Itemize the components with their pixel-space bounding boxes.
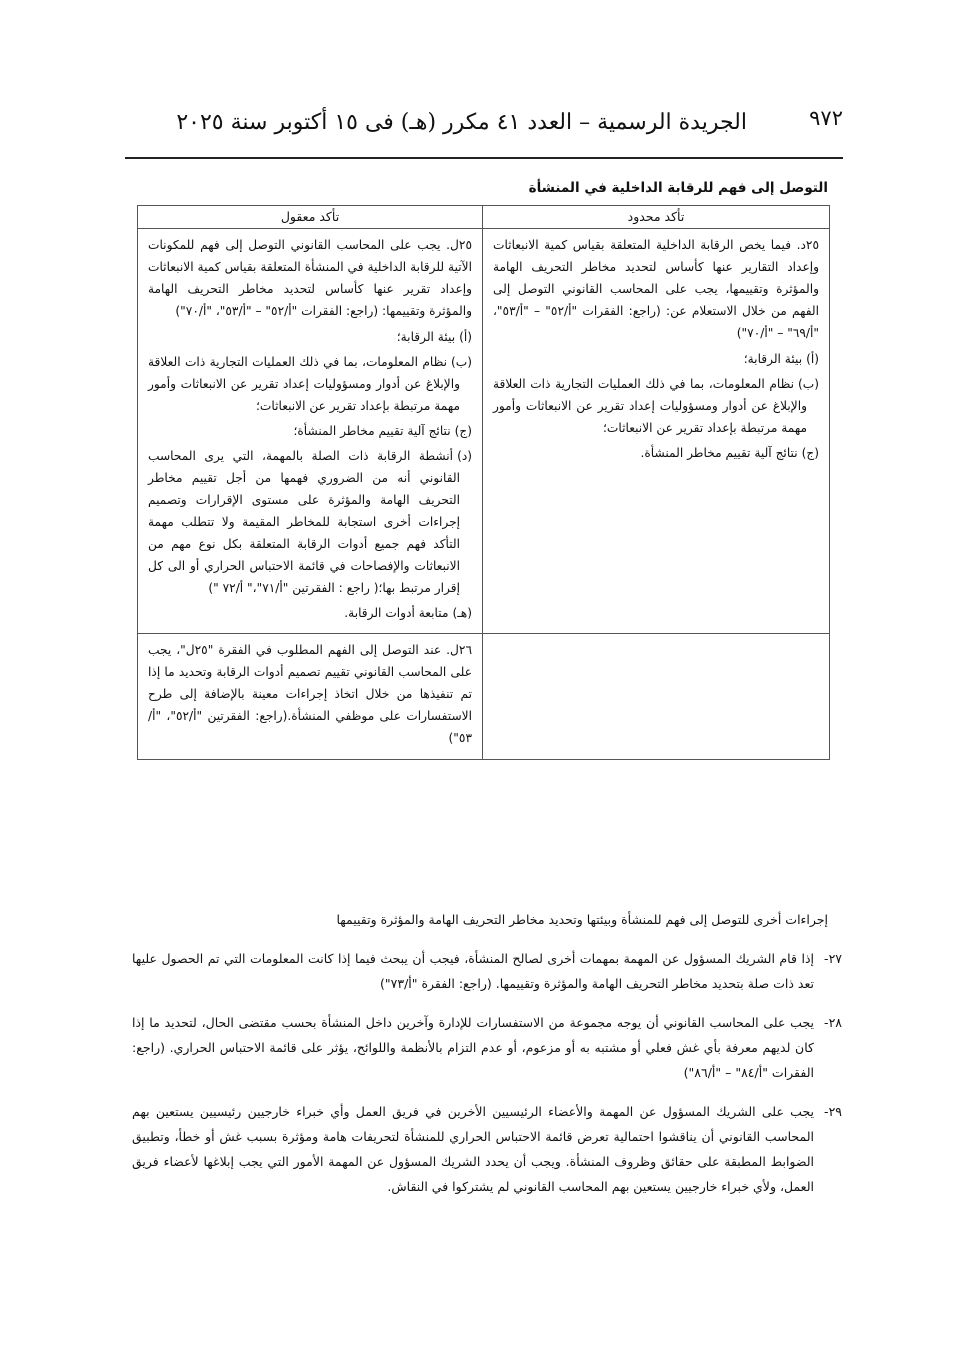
clause-item: (د)أنشطة الرقابة ذات الصلة بالمهمة، التي يرى المحاسب القانوني أنه من الضروري فهمها من أجل تقييم مخاطر التحريف الهامة والمؤثرة على مستوى الإقرارات وتصميم إجراءات أخرى استجابة للمخاطر المقيمة ولا تتطلب مهمة التأكد فهم جميع أدوات الرقابة المتعلقة بكل نوع مهم من الانبعاثات والإفصاحات في قائمة الاحتباس الحراري أو الى كل إقرار مرتبط بها؛( راجع : الفقرتين "أ/٧١"،" أ/٧٢ ") xyxy=(148,449,472,595)
cell-limited-empty xyxy=(483,634,830,760)
column-header-limited: تأكد محدود xyxy=(483,206,830,229)
paragraph-27 xyxy=(132,946,842,996)
paragraph-29 xyxy=(132,1099,842,1199)
paragraph-text: إذا قام الشريك المسؤول عن المهمة بمهمات أخرى لصالح المنشأة، فيجب أن يبحث فيما إذا كانت المعلومات التي تم الحصول عليها تعد ذات صلة بتحديد مخاطر التحريف الهامة والمؤثرة وتقييمها. (راجع: الفقرة "أ/٧٣") xyxy=(132,951,814,991)
clause-item: (ج)نتائج آلية تقييم مخاطر المنشأة. xyxy=(640,446,819,460)
cell-limited-25d xyxy=(483,229,830,634)
clause-item: (أ)بيئة الرقابة؛ xyxy=(743,352,819,366)
procedures-subheading: إجراءات أخرى للتوصل إلى فهم للمنشأة وبيئتها وتحديد مخاطر التحريف الهامة والمؤثرة وتقييمها xyxy=(336,912,828,927)
page-number: ٩٧٢ xyxy=(809,106,843,130)
clause-intro: ٢٥د. فيما يخص الرقابة الداخلية المتعلقة بقياس كمية الانبعاثات وإعداد التقارير عنها كأساس لتحديد مخاطر التحريف الهامة والمؤثرة وتقييمها، يجب على المحاسب القانوني التوصل إلى الفهم من خلال الاستعلام عن: (راجع: الفقرات "أ/٥٢" – "أ/٥٣"، "أ/٦٩" – "أ/٧٠") xyxy=(493,238,819,340)
gazette-title: الجريدة الرسمية – العدد ٤١ مكرر (هـ) فى ١٥ أكتوبر سنة ٢٠٢٥ xyxy=(176,110,747,135)
cell-reasonable-25l xyxy=(138,229,483,634)
cell-reasonable-26l xyxy=(138,634,483,760)
clause-item: (ج)نتائج آلية تقييم مخاطر المنشأة؛ xyxy=(293,424,472,438)
table-row xyxy=(138,634,830,760)
clause-intro: ٢٦ل. عند التوصل إلى الفهم المطلوب في الفقرة "٢٥ل"، يجب على المحاسب القانوني تقييم تصميم أدوات الرقابة وتحديد ما إذا تم تنفيذها من خلال اتخاذ إجراءات معينة بالإضافة إلى طرح الاستفسارات على موظفي المنشأة.(راجع: الفقرتين "أ/٥٢"، "أ/٥٣") xyxy=(148,643,473,745)
header-divider xyxy=(125,157,843,159)
clause-item: (هـ)متابعة أدوات الرقابة. xyxy=(344,606,472,620)
paragraph-number: ٢٨- xyxy=(824,1015,842,1030)
table-row xyxy=(138,229,830,634)
page-header xyxy=(176,104,843,148)
section-heading: التوصل إلى فهم للرقابة الداخلية في المنشأة xyxy=(528,180,828,196)
paragraph-text: يجب على الشريك المسؤول عن المهمة والأعضاء الرئيسيين الأخرين في فريق العمل وأي خبراء خارجيين رئيسيين يستعين بهم المحاسب القانوني أن يناقشوا احتمالية تعرض قائمة الاحتباس الحراري للمنشأة لتحريفات هامة ومؤثرة بسبب غش أو خطأ، وتطبيق الضوابط المطبقة على حقائق وظروف المنشأة. ويجب أن يحدد الشريك المسؤول عن المهمة الأمور التي يجب إبلاغها لأعضاء فريق العمل، ولأي خبراء خارجيين يستعين بهم المحاسب القانوني لم يشتركوا في النقاش. xyxy=(132,1104,814,1194)
clause-item: (ب)نظام المعلومات، بما في ذلك العمليات التجارية ذات العلاقة والإبلاغ عن أدوار ومسؤوليات إعداد تقرير عن الانبعاثات وأمور مهمة مرتبطة بإعداد تقرير عن الانبعاثات؛ xyxy=(148,355,472,413)
paragraph-text: يجب على المحاسب القانوني أن يوجه مجموعة من الاستفسارات للإدارة وآخرين داخل المنشأة بحسب مقتضى الحال، لتحديد ما إذا كان لديهم معرفة بأي غش فعلي أو مشتبه به أو مزعوم، أو عدم التزام بالأنظمة واللوائح، يؤثر على قائمة الاحتباس الحراري. (راجع: الفقرات "أ/٨٤" – "أ/٨٦") xyxy=(132,1015,814,1080)
clause-intro: ٢٥ل. يجب على المحاسب القانوني التوصل إلى فهم للمكونات الآتية للرقابة الداخلية في المنشأة المتعلقة بقياس كمية الانبعاثات وإعداد تقرير عنها كأساس لتحديد مخاطر التحريف الهامة والمؤثرة وتقييمها: (راجع: الفقرات "أ/٥٢" – "أ/٥٣"، "أ/٧٠") xyxy=(148,238,472,318)
paragraph-number: ٢٩- xyxy=(824,1104,842,1119)
clause-item: (أ)بيئة الرقابة؛ xyxy=(396,330,472,344)
assurance-table xyxy=(137,205,830,760)
clause-item: (ب)نظام المعلومات، بما في ذلك العمليات التجارية ذات العلاقة والإبلاغ عن أدوار ومسؤوليات إعداد تقرير عن الانبعاثات وأمور مهمة مرتبطة بإعداد تقرير عن الانبعاثات؛ xyxy=(493,377,819,435)
numbered-paragraphs xyxy=(132,946,842,1213)
table-header-row xyxy=(138,206,830,229)
column-header-reasonable: تأكد معقول xyxy=(138,206,483,229)
paragraph-28 xyxy=(132,1010,842,1085)
paragraph-number: ٢٧- xyxy=(824,951,842,966)
